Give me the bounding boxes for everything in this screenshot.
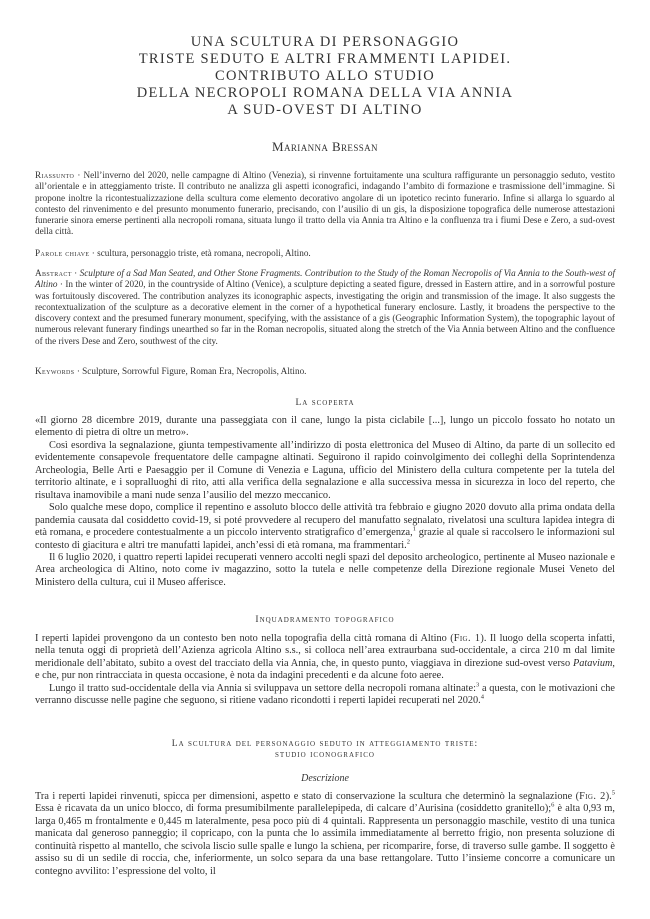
paragraph: Lungo il tratto sud-occidentale della via Annia si sviluppava un settore della necropoli romana altinate:$^3$ a questa, con le motivazioni che verranno discusse nelle pagine che seguono, si ritiene vadano ricondotti i reperti lapidei recuperati nel 2020.$^4$ xyxy=(35,681,615,707)
footnote-ref[interactable]: 1 xyxy=(412,525,416,533)
section-inquadramento-body xyxy=(35,633,615,708)
paragraph: Tra i reperti lapidei rinvenuti, spicca per dimensioni, aspetto e stato di conservazione la scultura che determinò la segnalazione (Fig. 2).$^5$ Essa è ricavata da un unico blocco, di forma presumibilmente parallelepipeda, di calcare d’Aurisina (cosiddetto granitello);$^6$ è alta 0,93 m, larga 0,465 m frontalmente e 0,445 m lateralmente, pesa poco più di 4 quintali. Rappresenta un personaggio maschile, vestito di una tunica manicata dal generoso panneggio; il copricapo, con la punta che lo assimila immediatamente al berretto frigio, non presenta soluzione di continuità rispetto al mantello, che scivola liscio sulle spalle e lungo la schiena, per ricomparire, forse, di traverso sulle gambe. Il soggetto è assiso su di un sedile di roccia, che, inferiormente, un solco separa da una base rettangolare. Tutto l’insieme concorre a comunicare un contegno avvilito: l’espressione del volto, il xyxy=(35,789,615,877)
paragraph: Così esordiva la segnalazione, giunta tempestivamente all’indirizzo di posta elettronica del Museo di Altino, da parte di un sollecito ed evidentemente consapevole frequentatore delle campagne altinati. Seguirono il rapido coinvolgimento dei colleghi della Soprintendenza Archeologia, Belle Arti e Paesaggio per il Comune di Venezia e Laguna, ufficio del Ministero della cultura competente per la tutela del territorio altinate, e i sopralluoghi di rito, atti alla verifica della segnalazione e alla successiva messa in sicurezza in loco del reperto, che risultava inamovibile a mani nude senza l’ausilio del mezzo meccanico. xyxy=(35,439,615,501)
abstract-label: Abstract xyxy=(35,268,72,278)
footnote-ref[interactable]: 6 xyxy=(551,802,555,810)
section-heading-scoperta: La scoperta xyxy=(295,398,355,408)
title-line: DELLA NECROPOLI ROMANA DELLA VIA ANNIA xyxy=(136,85,514,101)
keywords-block xyxy=(35,366,615,377)
footnote-ref[interactable]: 2 xyxy=(406,538,410,546)
title-line: CONTRIBUTO ALLO STUDIO xyxy=(214,68,436,84)
parole-chiave-block xyxy=(35,248,615,259)
footnote-ref[interactable]: 4 xyxy=(480,693,485,701)
section-heading-scultura: La scultura del personaggio seduto in atteggiamento triste: studio iconografico xyxy=(171,739,479,760)
author-name: Marianna Bressan xyxy=(272,139,378,154)
abstract-title: Sculpture of a Sad Man Seated, and Other Stone Fragments. Contribution to the Study of the Roman Necropolis of Via Annia to the South-west of Altino xyxy=(35,268,615,290)
parole-chiave-text: · scultura, personaggio triste, età romana, necropoli, Altino. xyxy=(89,248,311,258)
riassunto-text: · Nell’inverno del 2020, nelle campagne di Altino (Venezia), si rinvenne fortuitamente una scultura raffigurante un personaggio seduto, vestito all’orientale e in atteggiamento triste. Il contributo ne analizza gli aspetti iconografici, indagando l’ambito di formazione e trasmissione dell’immagine. Si propone inoltre la ricontestualizzazione della scultura come elemento decorativo angolare di un ipotetico recinto funerario. Infine si allarga lo sguardo al contesto del rinvenimento e del presunto monumento funerario, precisando, con l’ausilio di un gis, la disposizione topografica delle numerose attestazioni funerarie sinora emerse pertinenti alla necropoli romana, situata lungo il tratto della via Annia tra Altino e la confluenza tra i fiumi Dese e Zero, a sud-ovest della città. xyxy=(35,170,615,237)
footnote-ref[interactable]: 3 xyxy=(475,681,480,689)
article-title xyxy=(40,34,610,119)
figure-ref[interactable]: Fig. 2 xyxy=(579,791,606,802)
riassunto-block xyxy=(35,170,615,238)
abstract-block: Abstract · Sculpture of a Sad Man Seated, and Other Stone Fragments. Contribution to the Study of the Roman Necropolis of Via Annia to the South-west of Altino · In the winter of 2020, in the countryside of Altino (Venice), a sculpture depicting a seated figure, dressed in Eastern attire, and in a sorrowful posture was fortuitously discovered. The contribution analyzes its iconographic aspects, investigating the origin and transmission of the image. It also suggests the recontextualization of the sculpture as a decorative element in the corner of a hypothetical funerary enclosure. Lastly, it broadens the perspective to the discovery context and the presumed funerary monument, specifying, with the assistance of a gis (Geographic Information System), the topographic layout of numerous relevant funerary findings unearthed so far in the Roman necropolis, situated along the stretch of the Via Annia between Altino and the confluence of the rivers Dese and Zero, southwest of the city. xyxy=(35,268,615,346)
paragraph: Il 6 luglio 2020, i quattro reperti lapidei recuperati vennero accolti negli spazi del deposito archeologico, pertinente al Museo nazionale e Area archeologica di Altino, noto come iv magazzino, sotto la tutela e nelle competenze della Direzione regionale Musei Veneto del Ministero della cultura, cui il Museo afferisce. xyxy=(35,551,615,588)
parole-chiave-label: Parole chiave xyxy=(35,248,90,258)
section-scoperta-body xyxy=(35,415,615,589)
keywords-label: Keywords xyxy=(35,366,75,376)
section-heading-inquadramento: Inquadramento topografico xyxy=(255,615,395,625)
keywords-text: · Sculpture, Sorrowful Figure, Roman Era, Necropolis, Altino. xyxy=(74,366,307,376)
quote-paragraph: «Il giorno 28 dicembre 2019, durante una passeggiata con il cane, lungo la pista ciclabile [...], lungo un piccolo fossato ho notato un elemento di pietra di oltre un metro». xyxy=(35,415,615,439)
title-line: TRISTE SEDUTO E ALTRI FRAMMENTI LAPIDEI. xyxy=(138,51,512,67)
paragraph: Solo qualche mese dopo, complice il repentino e assoluto blocco delle attività tra febbraio e giugno 2020 dovuto alla prima ondata della pandemia causata dal cosiddetto covid-19, si poté provvedere al recupero del manufatto segnalato, rivelatosi una scultura lapidea integra di età romana, e procedere contestualmente a un piccolo intervento stratigrafico d’emergenza,$^1$ grazie al quale si raccolsero le informazioni sul contesto di giacitura e altri tre manufatti lapidei, anch’essi di età romana, ma frammentari.$^2$ xyxy=(35,502,615,551)
paragraph: I reperti lapidei provengono da un contesto ben noto nella topografia della città romana di Altino (Fig. 1). Il luogo della scoperta infatti, nella tenuta oggi di proprietà dell’Azienza agricola Altino s.s., si colloca nell’area extraurbana sud-occidentale, a circa 210 m dal limite meridionale dell’abitato, subito a ovest del tracciato della via Annia, che, in questo punto, viaggiava in direzione sud-ovest verso Patavium, e che, pur non rintracciata in questa occasione, è nota da indagini precedenti e da alcune foto aeree. xyxy=(35,633,615,682)
title-line: UNA SCULTURA DI PERSONAGGIO xyxy=(190,34,460,50)
subheading-descrizione: Descrizione xyxy=(301,773,349,784)
title-line: A SUD-OVEST DI ALTINO xyxy=(227,102,423,118)
riassunto-label: Riassunto xyxy=(35,170,75,180)
abstract-text: · In the winter of 2020, in the countryside of Altino (Venice), a sculpture depicting a seated figure, dressed in Eastern attire, and in a sorrowful posture was fortuitously discovered. The contribution analyzes its iconographic aspects, investigating the origin and transmission of the image. It also suggests the recontextualization of the sculpture as a decorative element in the corner of a hypothetical funerary enclosure. Lastly, it broadens the perspective to the discovery context and the presumed funerary monument, specifying, with the assistance of a gis (Geographic Information System), the topographic layout of numerous relevant funerary findings unearthed so far in the Roman necropolis, situated along the stretch of the Via Annia between Altino and the confluence of the rivers Dese and Zero, southwest of the city. xyxy=(35,279,615,346)
footnote-ref[interactable]: 5 xyxy=(611,789,615,797)
figure-ref[interactable]: Fig. 1 xyxy=(453,633,481,644)
section-scultura-body xyxy=(35,791,615,878)
